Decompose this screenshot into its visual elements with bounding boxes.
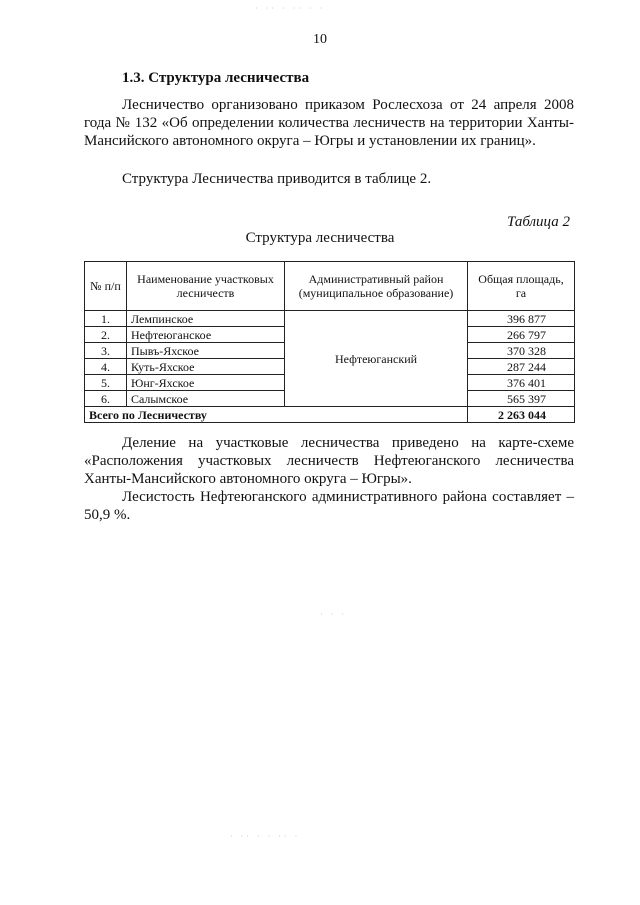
row-area: 396 877 [468, 311, 575, 327]
row-number: 4. [85, 359, 127, 375]
row-name: Юнг-Яхское [127, 375, 285, 391]
row-number: 3. [85, 343, 127, 359]
scan-noise: · ·· · ·· · · [255, 4, 326, 13]
table-row [85, 311, 575, 327]
row-name: Нефтеюганское [127, 327, 285, 343]
row-area: 565 397 [468, 391, 575, 407]
row-number: 2. [85, 327, 127, 343]
paragraph-map-ref: Деление на участковые лесничества приведено на карте-схеме «Расположения участковых лесничеств Нефтеюганского лесничества Ханты-Мансийского автономного округа – Югры». [84, 435, 574, 487]
paragraph-order: Лесничество организовано приказом Рослесхоза от 24 апреля 2008 года № 132 «Об определении количества лесничеств на территории Ханты-Мансийского автономного округа – Югры и установлении их границ». [84, 97, 574, 149]
page-number: 10 [313, 32, 327, 47]
row-area: 287 244 [468, 359, 575, 375]
scan-noise: · · · [320, 610, 347, 619]
paragraph-forest-cover: Лесистость Нефтеюганского административного района составляет – 50,9 %. [84, 489, 574, 523]
scan-noise: · ·· · · ·· · [230, 832, 301, 841]
forestry-structure-table [84, 261, 575, 423]
row-area: 376 401 [468, 375, 575, 391]
row-name: Куть-Яхское [127, 359, 285, 375]
table-header-row [85, 262, 575, 311]
district-cell: Нефтеюганский [285, 311, 468, 407]
row-name: Пывъ-Яхское [127, 343, 285, 359]
row-name: Салымское [127, 391, 285, 407]
header-number: № п/п [85, 262, 127, 311]
row-name: Лемпинское [127, 311, 285, 327]
total-area: 2 263 044 [468, 407, 575, 423]
table-total-row [85, 407, 575, 423]
header-area: Общая площадь, га [468, 262, 575, 311]
row-number: 1. [85, 311, 127, 327]
row-number: 5. [85, 375, 127, 391]
row-area: 370 328 [468, 343, 575, 359]
table-title: Структура лесничества [245, 230, 395, 246]
total-label: Всего по Лесничеству [85, 407, 468, 423]
table-label: Таблица 2 [507, 214, 570, 230]
row-number: 6. [85, 391, 127, 407]
paragraph-structure-ref: Структура Лесничества приводится в таблице 2. [122, 171, 432, 187]
section-heading: 1.3. Структура лесничества [122, 70, 310, 86]
header-name: Наименование участковых лесничеств [127, 262, 285, 311]
header-district: Административный район (муниципальное образование) [285, 262, 468, 311]
row-area: 266 797 [468, 327, 575, 343]
